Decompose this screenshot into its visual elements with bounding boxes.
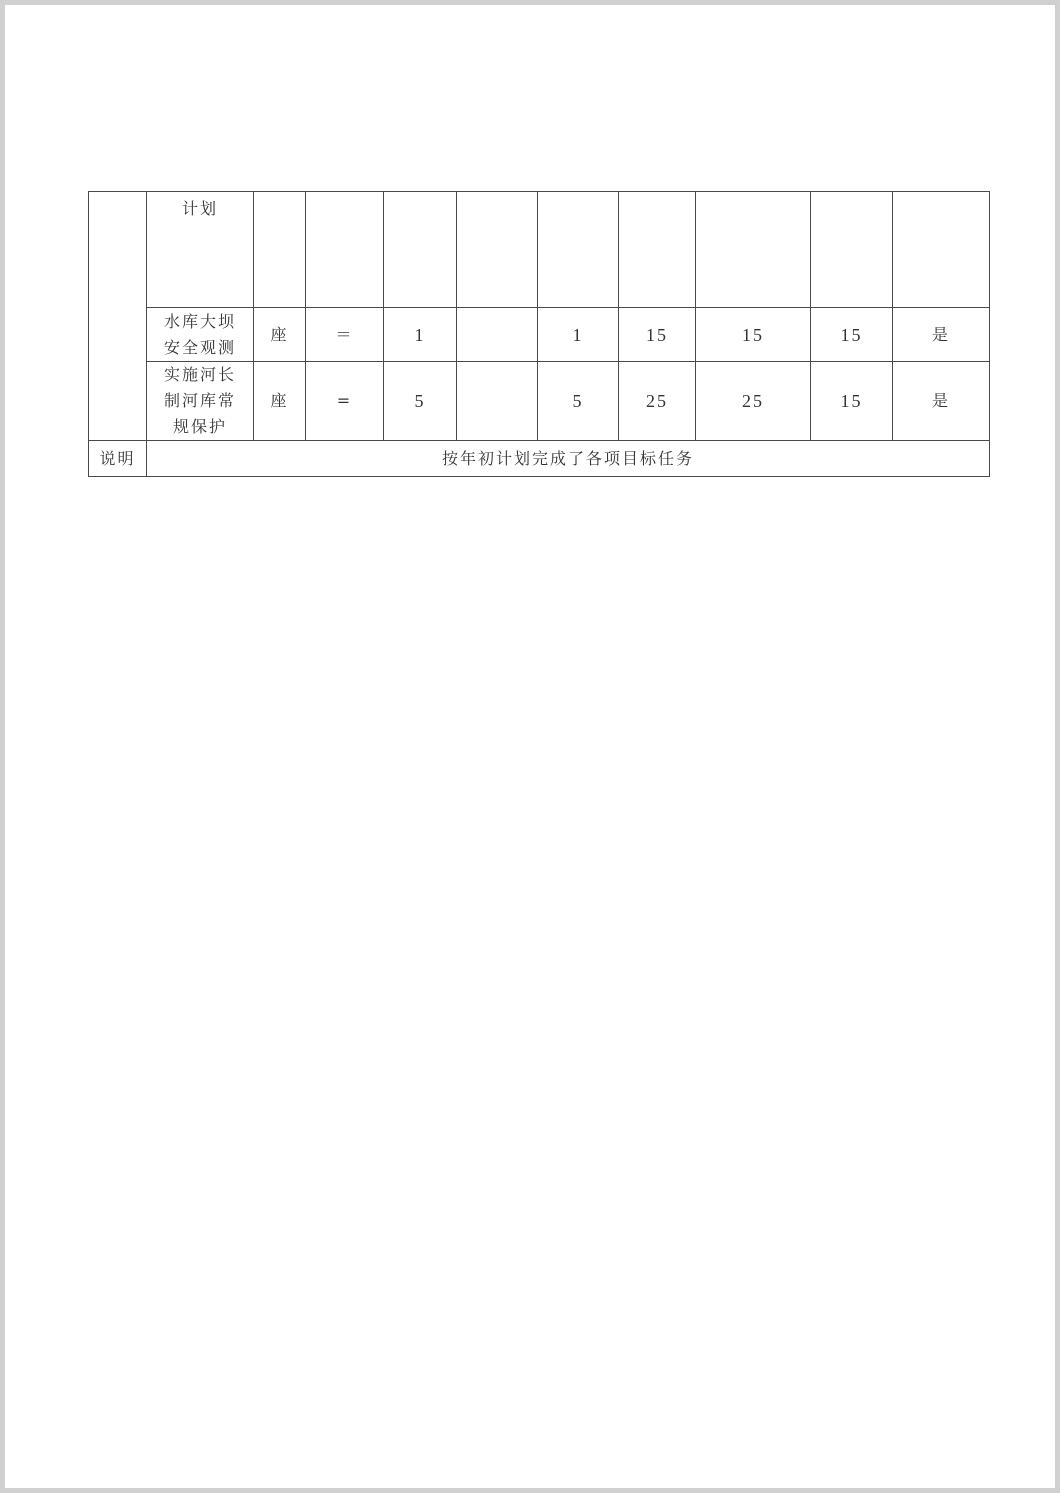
performance-target-table [88, 191, 990, 477]
cell [384, 192, 457, 308]
score-a-cell: 15 [696, 308, 811, 362]
cell [696, 192, 811, 308]
achieved-cell: 是 [893, 308, 990, 362]
document-page [5, 5, 1055, 1488]
note-label-cell: 说明 [89, 441, 147, 477]
blank-cell [457, 308, 538, 362]
table-row-river [89, 362, 990, 441]
cell [254, 192, 306, 308]
item-cell [147, 362, 254, 441]
table-row-plan [89, 192, 990, 308]
category-cell [89, 192, 147, 441]
item-line: 规保护 [172, 417, 227, 436]
actual-cell: 5 [538, 362, 619, 441]
note-text-cell: 按年初计划完成了各项目标任务 [147, 441, 990, 477]
unit-cell: 座 [254, 308, 306, 362]
actual-cell: 1 [538, 308, 619, 362]
blank-cell [457, 362, 538, 441]
item-line: 实施河长 [163, 365, 236, 384]
score-a-cell: 25 [696, 362, 811, 441]
score-b-cell: 15 [811, 308, 893, 362]
score-b-cell: 15 [811, 362, 893, 441]
item-line: 制河库常 [163, 391, 236, 410]
table-row-dam [89, 308, 990, 362]
cell [457, 192, 538, 308]
cell [619, 192, 696, 308]
table-row-note [89, 441, 990, 477]
cell [893, 192, 990, 308]
item-line: 水库大坝 [163, 311, 236, 331]
operator-cell: ＝ [306, 308, 384, 362]
item-cell: 计划 [147, 192, 254, 308]
cell [538, 192, 619, 308]
target-cell: 1 [384, 308, 457, 362]
unit-cell: 座 [254, 362, 306, 441]
operator-cell: = [306, 362, 384, 441]
achieved-cell: 是 [893, 362, 990, 441]
cell [306, 192, 384, 308]
cell [811, 192, 893, 308]
score-full-cell: 25 [619, 362, 696, 441]
score-full-cell: 15 [619, 308, 696, 362]
item-line: 安全观测 [163, 337, 236, 357]
item-cell [147, 308, 254, 362]
target-cell: 5 [384, 362, 457, 441]
